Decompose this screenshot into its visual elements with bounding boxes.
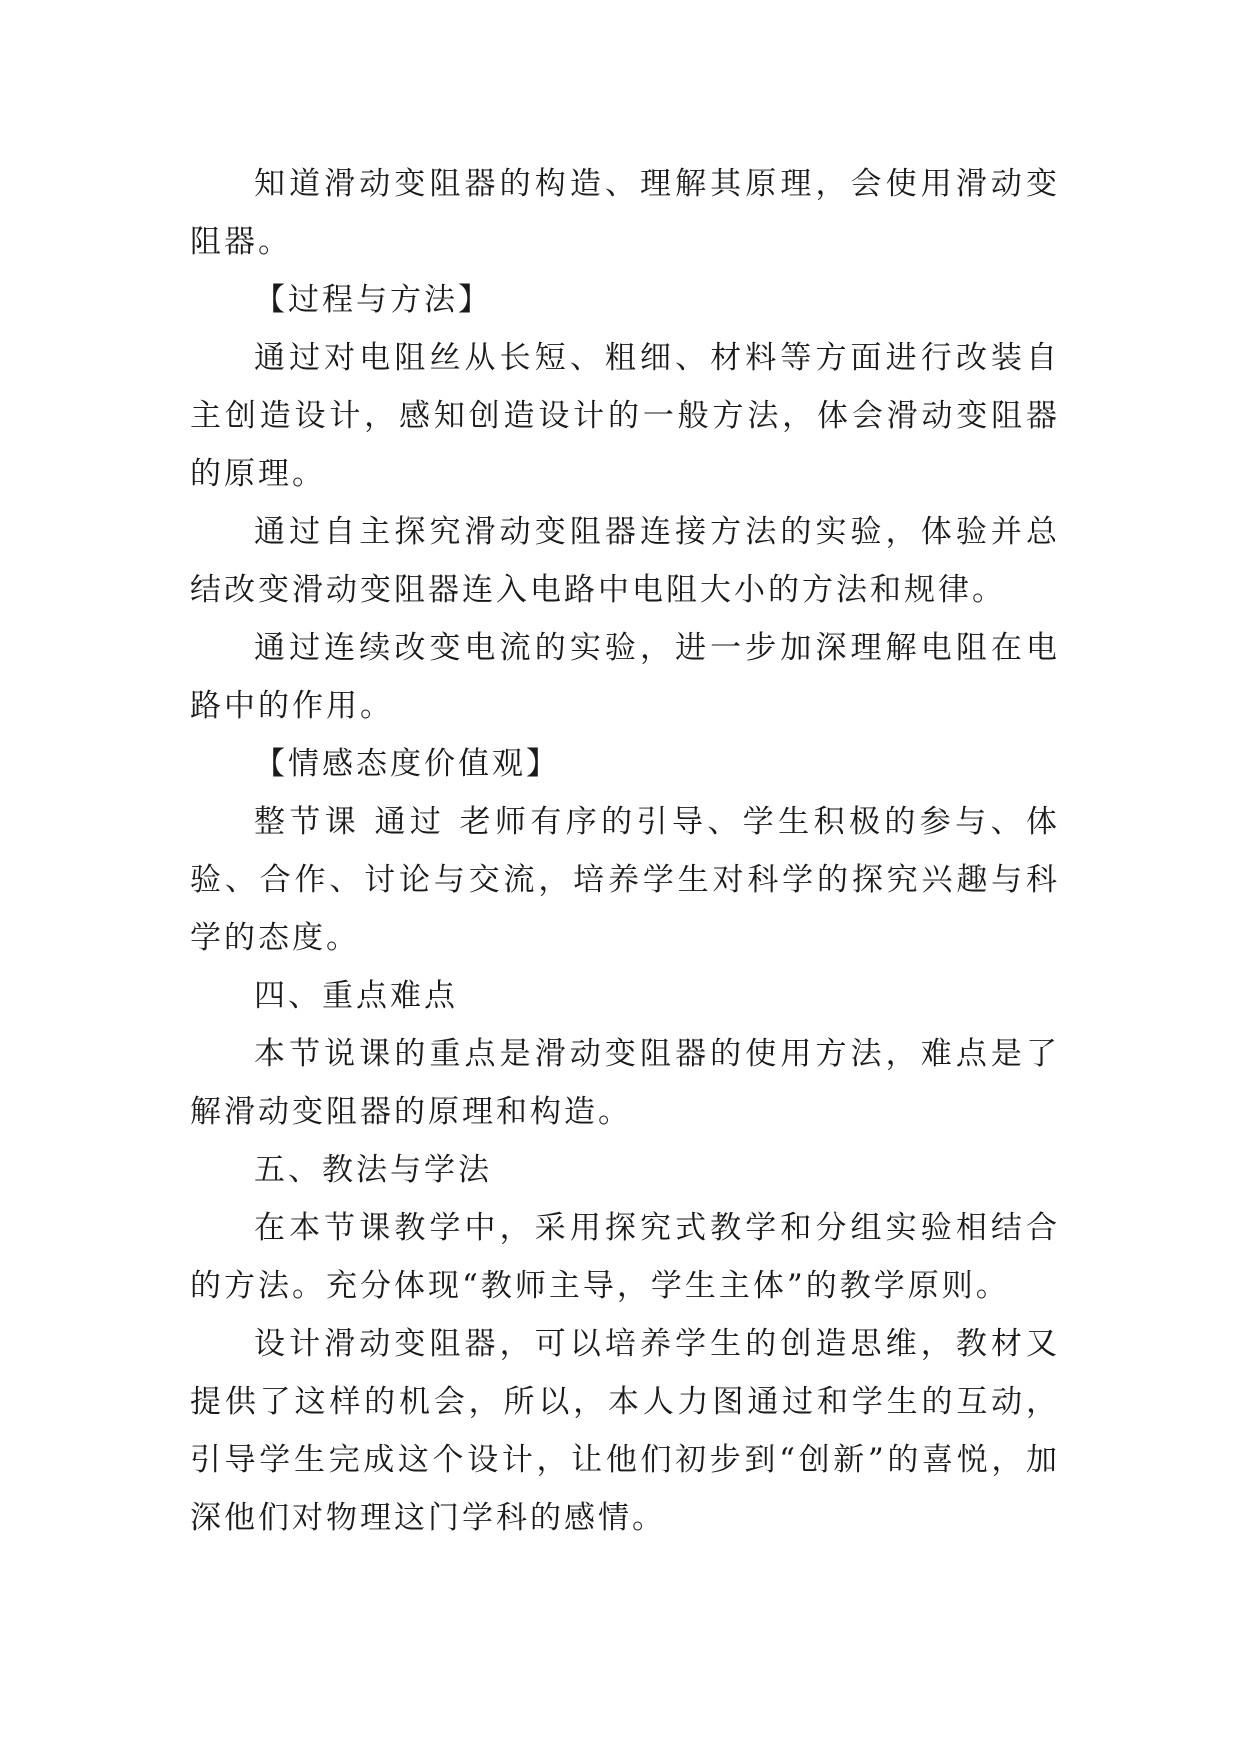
paragraph-emotion-values: 整节课 通过 老师有序的引导、学生积极的参与、体验、合作、讨论与交流，培养学生对科学的探究兴趣与科学的态度。 <box>190 804 1060 956</box>
paragraph-process-design: 通过对电阻丝从长短、粗细、材料等方面进行改装自主创造设计，感知创造设计的一般方法，体会滑动变阻器的原理。 <box>190 340 1060 492</box>
paragraph-process-explore: 通过自主探究滑动变阻器连接方法的实验，体验并总结改变滑动变阻器连入电路中电阻大小的方法和规律。 <box>190 514 1060 608</box>
document-page <box>190 155 1060 1547</box>
paragraph-key-difficulties: 本节说课的重点是滑动变阻器的使用方法，难点是了解滑动变阻器的原理和构造。 <box>190 1036 1060 1130</box>
heading-emotion-values: 【情感态度价值观】 <box>254 746 560 782</box>
heading-teaching-learning-methods: 五、教法与学法 <box>254 1152 492 1188</box>
heading-key-difficulties: 四、重点难点 <box>254 978 458 1014</box>
paragraph-teaching-method: 在本节课教学中，采用探究式教学和分组实验相结合的方法。充分体现“教师主导，学生主体”的教学原则。 <box>190 1210 1060 1304</box>
paragraph-objective-knowledge: 知道滑动变阻器的构造、理解其原理，会使用滑动变阻器。 <box>190 166 1060 260</box>
paragraph-process-current: 通过连续改变电流的实验，进一步加深理解电阻在电路中的作用。 <box>190 630 1060 724</box>
paragraph-design-rheostat: 设计滑动变阻器，可以培养学生的创造思维，教材又提供了这样的机会，所以，本人力图通过和学生的互动，引导学生完成这个设计，让他们初步到“创新”的喜悦，加深他们对物理这门学科的感情。 <box>190 1326 1060 1536</box>
heading-process-method: 【过程与方法】 <box>254 282 492 318</box>
